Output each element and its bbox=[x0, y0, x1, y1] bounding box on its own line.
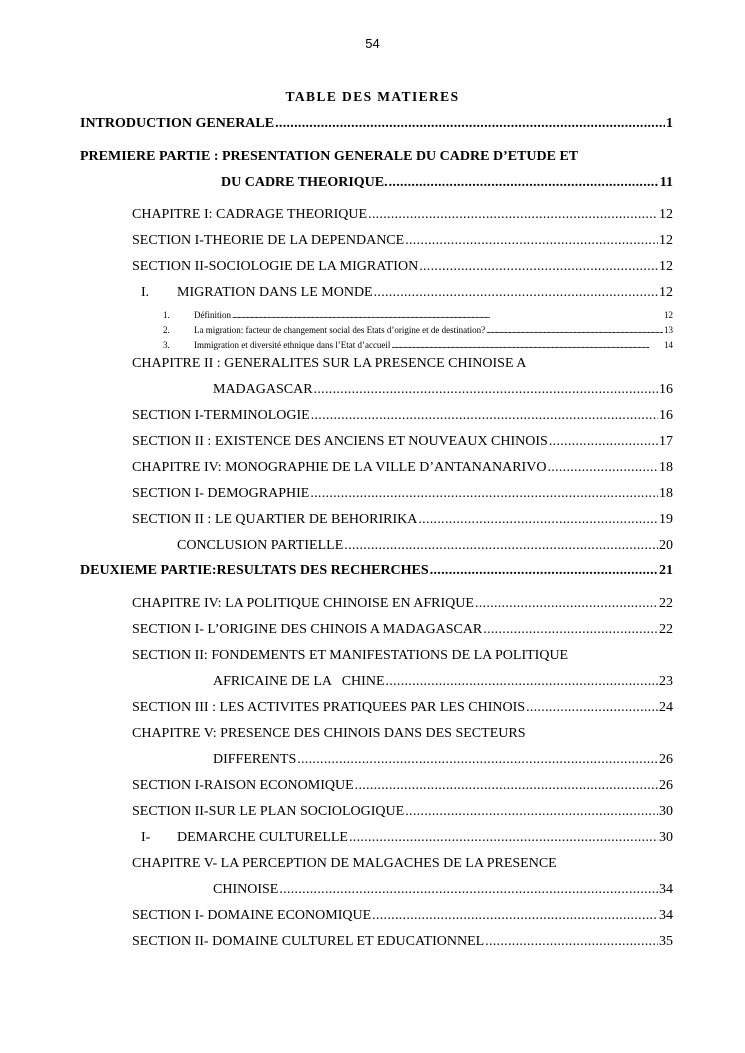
toc-entry-page: 17 bbox=[659, 434, 673, 449]
toc-entry-section-dependance[interactable] bbox=[132, 232, 673, 249]
toc-entry-page: 12 bbox=[659, 207, 673, 222]
toc-entry-page: 22 bbox=[659, 622, 673, 637]
toc-entry-section-raison[interactable] bbox=[132, 777, 673, 794]
toc-entry-section-activites[interactable] bbox=[132, 699, 673, 716]
toc-entry-label: 2. bbox=[163, 325, 170, 335]
toc-leader-dots bbox=[310, 485, 658, 502]
toc-entry-page: 14 bbox=[664, 340, 673, 350]
toc-entry-text: MIGRATION DANS LE MONDE bbox=[177, 285, 373, 300]
toc-leader-dots bbox=[547, 459, 658, 476]
toc-entry-page: 20 bbox=[659, 538, 673, 553]
toc-entry-page: 34 bbox=[659, 908, 673, 923]
toc-entry-page: 24 bbox=[659, 700, 673, 715]
toc-entry-text: CHAPITRE IV: LA POLITIQUE CHINOISE EN AFRIQUE bbox=[132, 596, 474, 611]
toc-entry-text: SECTION I- DOMAINE ECONOMIQUE bbox=[132, 908, 372, 923]
toc-leader-dots bbox=[372, 907, 658, 924]
toc-entry-text: SECTION I-RAISON ECONOMIQUE bbox=[132, 778, 354, 793]
toc-entry-label: 3. bbox=[163, 340, 170, 350]
toc-leader-dots bbox=[368, 206, 658, 223]
toc-entry-text: SECTION II : EXISTENCE DES ANCIENS ET NOUVEAUX CHINOIS bbox=[132, 434, 548, 449]
toc-leader-dots bbox=[355, 777, 658, 794]
toc-entry-section-fondements-line2[interactable] bbox=[213, 673, 673, 690]
toc-leader-dots bbox=[405, 232, 658, 249]
toc-leader-dots bbox=[486, 324, 663, 336]
toc-entry-page: 21 bbox=[659, 563, 673, 578]
toc-entry-page: 13 bbox=[664, 325, 673, 335]
toc-leader-dots bbox=[314, 381, 658, 398]
toc-entry-section-domaine-culturel[interactable] bbox=[132, 933, 673, 950]
toc-entry-text: La migration: facteur de changement social des Etats d’origine et de destination? bbox=[194, 325, 486, 335]
toc-entry-immigration[interactable] bbox=[194, 339, 673, 351]
toc-entry-text: SECTION II-SUR LE PLAN SOCIOLOGIQUE bbox=[132, 804, 405, 819]
toc-entry-text: SECTION I- L’ORIGINE DES CHINOIS A MADAGASCAR bbox=[132, 622, 483, 637]
toc-entry-text: CONCLUSION PARTIELLE bbox=[177, 538, 344, 553]
toc-entry-chapitre-perception-line1[interactable]: CHAPITRE V- LA PERCEPTION DE MALGACHES DE LA PRESENCE bbox=[132, 856, 557, 871]
toc-leader-dots bbox=[389, 174, 659, 191]
toc-leader-dots bbox=[485, 933, 658, 950]
toc-entry-text: SECTION I-THEORIE DE LA DEPENDANCE bbox=[132, 233, 405, 248]
toc-entry-label: 1. bbox=[163, 310, 170, 320]
toc-leader-dots bbox=[374, 284, 658, 301]
toc-leader-dots bbox=[526, 699, 658, 716]
toc-entry-page: 35 bbox=[659, 934, 673, 949]
toc-entry-page: 1 bbox=[666, 116, 673, 131]
toc-entry-definition[interactable] bbox=[194, 309, 673, 321]
toc-entry-text: SECTION II- DOMAINE CULTUREL ET EDUCATIONNEL bbox=[132, 934, 485, 949]
toc-entry-section-migration[interactable] bbox=[132, 258, 673, 275]
toc-entry-chapitre-2-line1[interactable]: CHAPITRE II : GENERALITES SUR LA PRESENCE CHINOISE A bbox=[132, 356, 527, 371]
toc-leader-dots bbox=[549, 433, 658, 450]
toc-entry-page: 18 bbox=[659, 486, 673, 501]
toc-entry-text: SECTION I-TERMINOLOGIE bbox=[132, 408, 310, 423]
toc-entry-page: 12 bbox=[664, 310, 673, 320]
toc-leader-dots bbox=[405, 803, 658, 820]
toc-entry-page: 22 bbox=[659, 596, 673, 611]
toc-entry-section-quartier[interactable] bbox=[132, 511, 673, 528]
toc-entry-chapitre-presence-line2[interactable] bbox=[213, 751, 673, 768]
toc-entry-section-terminologie[interactable] bbox=[132, 407, 673, 424]
toc-entry-page: 12 bbox=[659, 233, 673, 248]
toc-entry-label: I- bbox=[141, 830, 151, 845]
toc-entry-page: 16 bbox=[659, 408, 673, 423]
toc-entry-chapitre-politique[interactable] bbox=[132, 595, 673, 612]
toc-entry-migration-facteur[interactable] bbox=[194, 324, 673, 336]
toc-entry-part1-line2[interactable] bbox=[221, 174, 673, 191]
toc-entry-page: 30 bbox=[659, 804, 673, 819]
toc-entry-section-origine[interactable] bbox=[132, 621, 673, 638]
toc-leader-dots bbox=[386, 673, 659, 690]
toc-entry-page: 12 bbox=[659, 259, 673, 274]
toc-entry-introduction[interactable] bbox=[80, 115, 673, 132]
toc-entry-chapitre-1[interactable] bbox=[132, 206, 673, 223]
toc-entry-page: 34 bbox=[659, 882, 673, 897]
toc-entry-text: Immigration et diversité ethnique dans l’Etat d’accueil bbox=[194, 340, 391, 350]
toc-entry-section-sociologique[interactable] bbox=[132, 803, 673, 820]
toc-leader-dots bbox=[311, 407, 658, 424]
toc-entry-section-fondements-line1[interactable]: SECTION II: FONDEMENTS ET MANIFESTATIONS DE LA POLITIQUE bbox=[132, 648, 569, 663]
toc-entry-page: 30 bbox=[659, 830, 673, 845]
toc-leader-dots bbox=[297, 751, 658, 768]
toc-entry-text: DIFFERENTS bbox=[213, 752, 297, 767]
toc-entry-part2[interactable] bbox=[80, 562, 673, 579]
toc-entry-text: INTRODUCTION GENERALE bbox=[80, 116, 275, 131]
toc-entry-page: 12 bbox=[659, 285, 673, 300]
toc-entry-text: CHAPITRE IV: MONOGRAPHIE DE LA VILLE D’ANTANANARIVO bbox=[132, 460, 547, 475]
toc-entry-text: SECTION I- DEMOGRAPHIE bbox=[132, 486, 310, 501]
toc-entry-page: 11 bbox=[659, 175, 673, 190]
toc-entry-conclusion-partielle[interactable] bbox=[177, 537, 673, 554]
toc-leader-dots bbox=[232, 309, 663, 321]
toc-leader-dots bbox=[391, 339, 663, 351]
toc-entry-text: CHAPITRE I: CADRAGE THEORIQUE bbox=[132, 207, 368, 222]
toc-entry-text: DU CADRE THEORIQUE. bbox=[221, 175, 388, 190]
toc-entry-demarche-culturelle[interactable] bbox=[177, 829, 673, 846]
toc-entry-text: AFRICAINE DE LA CHINE bbox=[213, 674, 385, 689]
toc-entry-migration-monde[interactable] bbox=[177, 284, 673, 301]
toc-entry-page: 16 bbox=[659, 382, 673, 397]
toc-leader-dots bbox=[483, 621, 658, 638]
toc-entry-page: 26 bbox=[659, 778, 673, 793]
toc-entry-part1-line1[interactable]: PREMIERE PARTIE : PRESENTATION GENERALE DU CADRE D’ETUDE ET bbox=[80, 149, 579, 164]
toc-entry-page: 18 bbox=[659, 460, 673, 475]
toc-title: TABLE DES MATIERES bbox=[285, 89, 460, 104]
toc-entry-page: 23 bbox=[659, 674, 673, 689]
toc-leader-dots bbox=[275, 115, 665, 132]
toc-leader-dots bbox=[418, 511, 658, 528]
toc-entry-chapitre-presence-line1[interactable]: CHAPITRE V: PRESENCE DES CHINOIS DANS DES SECTEURS bbox=[132, 726, 526, 741]
toc-entry-section-existence[interactable] bbox=[132, 433, 673, 450]
toc-entry-text: MADAGASCAR bbox=[213, 382, 313, 397]
toc-entry-section-demographie[interactable] bbox=[132, 485, 673, 502]
toc-entry-text: SECTION II-SOCIOLOGIE DE LA MIGRATION bbox=[132, 259, 419, 274]
toc-entry-text: SECTION II : LE QUARTIER DE BEHORIRIKA bbox=[132, 512, 418, 527]
toc-leader-dots bbox=[475, 595, 658, 612]
toc-entry-text: DEMARCHE CULTURELLE bbox=[177, 830, 348, 845]
toc-entry-text: Définition bbox=[194, 310, 231, 320]
toc-entry-text: SECTION III : LES ACTIVITES PRATIQUEES PAR LES CHINOIS bbox=[132, 700, 526, 715]
toc-leader-dots bbox=[279, 881, 658, 898]
toc-leader-dots bbox=[419, 258, 658, 275]
toc-entry-text: CHINOISE bbox=[213, 882, 279, 897]
toc-entry-page: 19 bbox=[659, 512, 673, 527]
toc-entry-label: I. bbox=[141, 285, 150, 300]
toc-entry-chapitre-perception-line2[interactable] bbox=[213, 881, 673, 898]
toc-entry-page: 26 bbox=[659, 752, 673, 767]
toc-entry-section-domaine-economique[interactable] bbox=[132, 907, 673, 924]
toc-leader-dots bbox=[349, 829, 658, 846]
toc-leader-dots bbox=[430, 562, 658, 579]
page-number: 54 bbox=[365, 36, 380, 51]
toc-entry-text: DEUXIEME PARTIE:RESULTATS DES RECHERCHES bbox=[80, 563, 429, 578]
toc-leader-dots bbox=[344, 537, 658, 554]
toc-entry-chapitre-2-line2[interactable] bbox=[213, 381, 673, 398]
toc-entry-chapitre-monographie[interactable] bbox=[132, 459, 673, 476]
